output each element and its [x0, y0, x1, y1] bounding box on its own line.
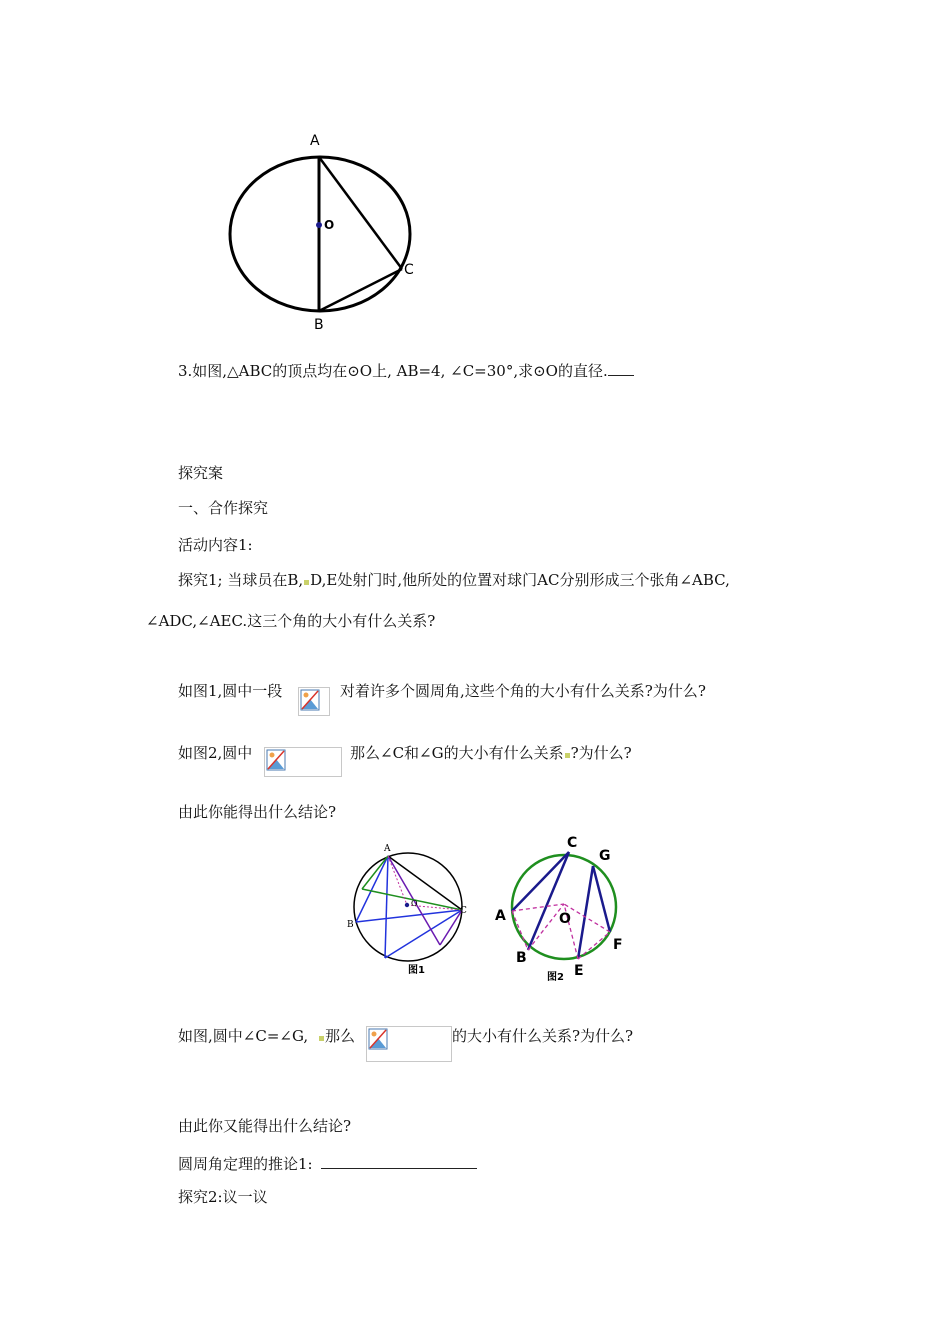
fig1-question-b: 对着许多个圆周角,这些个角的大小有什么关系?为什么? [340, 682, 706, 700]
broken-image-icon [266, 749, 286, 771]
fig2-chord-gf [593, 866, 610, 932]
fig1-question-a: 如图1,圆中一段 [178, 682, 283, 700]
fig1-label-b: B [347, 920, 354, 930]
fig1-caption: 图1 [408, 965, 425, 976]
section-title: 探究案 [178, 464, 224, 482]
fig2-chord-ab [512, 911, 528, 950]
fig1-label-a: A [384, 844, 391, 854]
edit-mark [565, 753, 570, 758]
fig2-chord-cb [528, 852, 569, 950]
fig2-label-f: F [613, 937, 623, 953]
fig1-center [405, 903, 409, 907]
broken-image-icon [368, 1028, 388, 1050]
fig2-caption: 图2 [547, 972, 564, 983]
figure-1 [340, 832, 475, 990]
question-3 [178, 361, 634, 381]
fig2-label-a: A [495, 908, 506, 924]
image-placeholder-fig2 [264, 747, 342, 777]
fig3-question-a: 如图,圆中∠C=∠G, 那么 [178, 1027, 355, 1045]
fig3-question-c: 的大小有什么关系?为什么? [452, 1027, 634, 1045]
figure-2 [492, 832, 632, 987]
label-o: O [324, 218, 335, 232]
explore1-line1: 探究1; 当球员在B, D,E处射门时,他所处的位置对球门AC分别形成三个张角∠ABC, [178, 571, 730, 589]
label-a: A [310, 133, 320, 149]
explore2-title: 探究2:议一议 [178, 1188, 268, 1206]
section-subtitle: 一、合作探究 [178, 499, 269, 517]
conclusion-question: 由此你能得出什么结论? [178, 803, 337, 821]
fig2-chord-ge [578, 866, 593, 959]
fig2-question-b: 那么∠C和∠G的大小有什么关系 ?为什么? [350, 744, 632, 762]
fig2-radius-oa [512, 904, 564, 911]
fig1-label-c: C [460, 906, 467, 916]
fig2-label-o: O [559, 911, 571, 927]
label-b: B [314, 317, 324, 333]
figure-circle-abc [220, 125, 430, 340]
fig2-label-b: B [516, 950, 527, 966]
chord-bc [319, 269, 402, 311]
fig1-label-o: O [411, 899, 418, 908]
chord-ac [319, 157, 402, 269]
edit-mark [304, 580, 309, 585]
activity-title: 活动内容1: [178, 536, 253, 554]
answer-blank [608, 361, 634, 376]
fig2-label-e: E [574, 963, 584, 979]
conclusion-question-2: 由此你又能得出什么结论? [178, 1117, 352, 1135]
fig2-question-a: 如图2,圆中 [178, 744, 253, 762]
explore1-line2: ∠ADC,∠AEC.这三个角的大小有什么关系? [146, 612, 436, 630]
broken-image-icon [300, 689, 320, 711]
corollary-line: 圆周角定理的推论1: [178, 1152, 477, 1174]
label-c: C [404, 262, 414, 278]
fig1-chord-ad [385, 856, 388, 958]
image-placeholder-arc [298, 687, 330, 716]
fig2-label-c: C [567, 835, 578, 851]
fig2-circle [512, 855, 616, 959]
fig2-label-g: G [599, 848, 611, 864]
question-3-text: 3.如图,△ABC的顶点均在⊙O上, AB=4, ∠C=30°,求⊙O的直径. [178, 362, 608, 380]
center-point [316, 222, 322, 228]
image-placeholder-fig3 [366, 1026, 452, 1062]
edit-mark [319, 1036, 324, 1041]
corollary-blank [321, 1152, 477, 1169]
